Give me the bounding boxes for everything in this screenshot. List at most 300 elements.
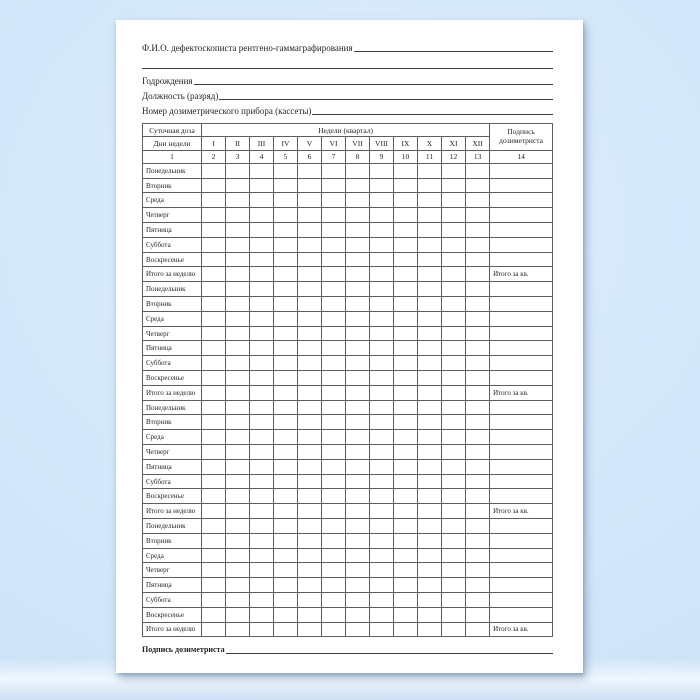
quarter-total-cell: Итого за кв.	[490, 504, 553, 519]
dose-cell	[394, 341, 418, 356]
dose-cell	[466, 622, 490, 637]
day-label-cell: Суббота	[143, 593, 202, 608]
dose-cell	[274, 415, 298, 430]
week-numeral-cell: V	[298, 137, 322, 150]
dose-cell	[274, 400, 298, 415]
dose-cell	[250, 311, 274, 326]
day-label-cell: Воскресенье	[143, 371, 202, 386]
dose-cell	[418, 622, 442, 637]
dose-cell	[346, 400, 370, 415]
day-row	[143, 223, 553, 238]
dose-cell	[418, 474, 442, 489]
day-row	[143, 430, 553, 445]
day-row	[143, 474, 553, 489]
dose-cell	[370, 356, 394, 371]
dose-cell	[418, 252, 442, 267]
dose-cell	[298, 163, 322, 178]
dose-cell	[226, 371, 250, 386]
dose-cell	[226, 178, 250, 193]
dose-cell	[394, 223, 418, 238]
dose-cell	[226, 563, 250, 578]
dose-cell	[226, 193, 250, 208]
quarter-total-cell	[490, 341, 553, 356]
dose-cell	[466, 385, 490, 400]
dose-cell	[226, 297, 250, 312]
dose-cell	[466, 430, 490, 445]
day-row	[143, 548, 553, 563]
column-number-cell: 14	[490, 150, 553, 163]
dose-cell	[274, 193, 298, 208]
daily-dose-header-cell: Суточная доза	[143, 124, 202, 137]
dose-cell	[370, 237, 394, 252]
dose-cell	[394, 371, 418, 386]
dose-cell	[322, 371, 346, 386]
dose-cell	[466, 445, 490, 460]
dose-cell	[202, 267, 226, 282]
dose-cell	[346, 267, 370, 282]
dose-cell	[250, 548, 274, 563]
fio-field	[142, 42, 553, 54]
day-label-cell: Пятница	[143, 578, 202, 593]
dose-cell	[442, 430, 466, 445]
column-number-cell: 5	[274, 150, 298, 163]
dose-cell	[298, 593, 322, 608]
day-label-cell: Суббота	[143, 237, 202, 252]
dose-cell	[298, 297, 322, 312]
dose-cell	[466, 178, 490, 193]
dose-cell	[442, 163, 466, 178]
dose-cell	[346, 533, 370, 548]
table-header	[143, 124, 553, 164]
day-label-cell: Понедельник	[143, 519, 202, 534]
day-row	[143, 282, 553, 297]
dose-cell	[418, 326, 442, 341]
dose-cell	[250, 519, 274, 534]
quarter-total-cell	[490, 208, 553, 223]
dose-cell	[202, 593, 226, 608]
dose-cell	[370, 282, 394, 297]
dose-cell	[346, 430, 370, 445]
dose-cell	[418, 341, 442, 356]
day-row	[143, 445, 553, 460]
dose-cell	[298, 252, 322, 267]
footer-signature-blank-line	[226, 653, 553, 654]
dose-cell	[418, 267, 442, 282]
dose-cell	[274, 163, 298, 178]
days-of-week-header-cell: Дни недели	[143, 137, 202, 150]
column-number-cell: 2	[202, 150, 226, 163]
day-label-cell: Четверг	[143, 563, 202, 578]
dose-cell	[346, 593, 370, 608]
dose-cell	[250, 489, 274, 504]
day-row	[143, 563, 553, 578]
dose-cell	[370, 415, 394, 430]
dose-cell	[418, 415, 442, 430]
dose-cell	[442, 548, 466, 563]
day-label-cell: Четверг	[143, 445, 202, 460]
weekly-total-label-cell: Итого за неделю	[143, 385, 202, 400]
dose-cell	[226, 533, 250, 548]
dose-cell	[202, 208, 226, 223]
dose-cell	[250, 533, 274, 548]
dose-cell	[202, 326, 226, 341]
fio-label: Ф.И.О. дефектоскописта рентгено-гаммаграфирования	[142, 43, 353, 53]
dose-cell	[418, 385, 442, 400]
dose-cell	[274, 237, 298, 252]
day-label-cell: Понедельник	[143, 163, 202, 178]
dose-cell	[298, 356, 322, 371]
dose-cell	[466, 593, 490, 608]
dose-cell	[298, 519, 322, 534]
quarter-total-cell	[490, 459, 553, 474]
dose-cell	[250, 593, 274, 608]
dose-cell	[202, 563, 226, 578]
day-row	[143, 607, 553, 622]
dose-cell	[466, 297, 490, 312]
dose-cell	[322, 593, 346, 608]
dose-cell	[442, 489, 466, 504]
dose-cell	[466, 533, 490, 548]
dose-cell	[418, 430, 442, 445]
week-numeral-cell: II	[226, 137, 250, 150]
dose-cell	[346, 504, 370, 519]
dose-cell	[442, 578, 466, 593]
dose-cell	[346, 385, 370, 400]
dose-cell	[226, 282, 250, 297]
dose-cell	[418, 178, 442, 193]
day-row	[143, 593, 553, 608]
dose-cell	[442, 593, 466, 608]
day-row	[143, 252, 553, 267]
dose-cell	[370, 163, 394, 178]
dose-cell	[250, 474, 274, 489]
dose-cell	[202, 415, 226, 430]
dose-cell	[202, 385, 226, 400]
dose-cell	[322, 297, 346, 312]
week-numeral-cell: VI	[322, 137, 346, 150]
dose-cell	[274, 474, 298, 489]
dose-cell	[442, 459, 466, 474]
dose-cell	[250, 400, 274, 415]
dose-cell	[394, 163, 418, 178]
column-number-cell: 12	[442, 150, 466, 163]
dose-cell	[226, 459, 250, 474]
weekly-total-label-cell: Итого за неделю	[143, 622, 202, 637]
dose-cell	[202, 400, 226, 415]
dose-cell	[274, 385, 298, 400]
dose-cell	[418, 400, 442, 415]
dosimetry-table	[142, 123, 553, 637]
dose-cell	[202, 311, 226, 326]
dose-cell	[394, 326, 418, 341]
dose-cell	[442, 563, 466, 578]
dose-cell	[466, 252, 490, 267]
dose-cell	[274, 459, 298, 474]
dose-cell	[466, 563, 490, 578]
dose-cell	[370, 578, 394, 593]
dose-cell	[298, 504, 322, 519]
dose-cell	[250, 578, 274, 593]
device-number-label: Номер дозиметрического прибора (кассеты)	[142, 106, 312, 116]
day-row	[143, 237, 553, 252]
quarter-total-cell	[490, 297, 553, 312]
day-row	[143, 311, 553, 326]
dose-cell	[202, 622, 226, 637]
dose-cell	[322, 430, 346, 445]
dose-cell	[394, 237, 418, 252]
dose-cell	[250, 504, 274, 519]
dose-cell	[226, 593, 250, 608]
dose-cell	[298, 208, 322, 223]
dose-cell	[346, 193, 370, 208]
dose-cell	[394, 400, 418, 415]
dose-cell	[322, 548, 346, 563]
day-label-cell: Пятница	[143, 223, 202, 238]
dose-cell	[202, 474, 226, 489]
dose-cell	[226, 341, 250, 356]
dose-cell	[250, 178, 274, 193]
dose-cell	[346, 578, 370, 593]
dose-cell	[298, 459, 322, 474]
dose-cell	[466, 400, 490, 415]
dose-cell	[466, 474, 490, 489]
column-number-cell: 13	[466, 150, 490, 163]
dose-cell	[466, 282, 490, 297]
dose-cell	[370, 533, 394, 548]
quarter-total-cell	[490, 445, 553, 460]
column-number-cell: 10	[394, 150, 418, 163]
dose-cell	[202, 223, 226, 238]
day-row	[143, 341, 553, 356]
dose-cell	[250, 607, 274, 622]
day-label-cell: Суббота	[143, 474, 202, 489]
dose-cell	[322, 178, 346, 193]
dose-cell	[346, 622, 370, 637]
day-row	[143, 178, 553, 193]
dose-cell	[202, 252, 226, 267]
dose-cell	[202, 237, 226, 252]
dose-cell	[226, 326, 250, 341]
dose-cell	[370, 208, 394, 223]
dose-cell	[322, 445, 346, 460]
dose-cell	[274, 489, 298, 504]
dose-cell	[418, 489, 442, 504]
quarter-total-cell	[490, 311, 553, 326]
dose-cell	[298, 489, 322, 504]
dose-cell	[322, 533, 346, 548]
dose-cell	[466, 193, 490, 208]
column-number-cell: 6	[298, 150, 322, 163]
dose-cell	[274, 430, 298, 445]
dose-cell	[442, 622, 466, 637]
dose-cell	[298, 326, 322, 341]
dose-cell	[394, 548, 418, 563]
dose-cell	[466, 326, 490, 341]
dose-cell	[322, 252, 346, 267]
dose-cell	[298, 533, 322, 548]
dose-cell	[346, 252, 370, 267]
day-row	[143, 163, 553, 178]
dose-cell	[370, 430, 394, 445]
day-row	[143, 193, 553, 208]
dose-cell	[346, 489, 370, 504]
weekly-total-row	[143, 267, 553, 282]
dose-cell	[370, 252, 394, 267]
dose-cell	[418, 563, 442, 578]
dose-cell	[250, 356, 274, 371]
weekly-total-label-cell: Итого за неделю	[143, 504, 202, 519]
dose-cell	[442, 445, 466, 460]
dose-cell	[370, 311, 394, 326]
dose-cell	[298, 223, 322, 238]
dose-cell	[370, 223, 394, 238]
quarter-total-cell	[490, 533, 553, 548]
day-label-cell: Понедельник	[143, 400, 202, 415]
quarter-total-cell	[490, 578, 553, 593]
dose-cell	[322, 563, 346, 578]
dose-cell	[226, 237, 250, 252]
dose-cell	[250, 622, 274, 637]
dose-cell	[250, 237, 274, 252]
dose-cell	[346, 341, 370, 356]
dose-cell	[370, 474, 394, 489]
day-label-cell: Вторник	[143, 415, 202, 430]
dose-cell	[418, 533, 442, 548]
day-label-cell: Вторник	[143, 533, 202, 548]
weekly-total-label-cell: Итого за неделю	[143, 267, 202, 282]
dose-cell	[274, 548, 298, 563]
dose-cell	[202, 533, 226, 548]
day-label-cell: Суббота	[143, 356, 202, 371]
dose-cell	[346, 208, 370, 223]
signature-column-header-cell: Подпись дозиметриста	[490, 124, 553, 151]
birth-year-field	[142, 75, 553, 87]
column-number-cell: 7	[322, 150, 346, 163]
quarter-total-cell: Итого за кв.	[490, 267, 553, 282]
day-label-cell: Среда	[143, 430, 202, 445]
dose-cell	[202, 371, 226, 386]
dose-cell	[274, 533, 298, 548]
dose-cell	[418, 445, 442, 460]
week-numeral-cell: I	[202, 137, 226, 150]
column-number-cell: 9	[370, 150, 394, 163]
dose-cell	[226, 400, 250, 415]
quarter-total-cell	[490, 593, 553, 608]
dose-cell	[226, 430, 250, 445]
dose-cell	[322, 341, 346, 356]
dose-cell	[346, 459, 370, 474]
day-row	[143, 208, 553, 223]
quarter-total-cell	[490, 474, 553, 489]
dose-cell	[466, 578, 490, 593]
dose-cell	[298, 607, 322, 622]
dose-cell	[298, 267, 322, 282]
dose-cell	[322, 267, 346, 282]
dose-cell	[370, 504, 394, 519]
dose-cell	[346, 548, 370, 563]
dose-cell	[370, 400, 394, 415]
dose-cell	[370, 193, 394, 208]
dose-cell	[322, 578, 346, 593]
dose-cell	[226, 267, 250, 282]
dose-cell	[370, 267, 394, 282]
dose-cell	[442, 297, 466, 312]
dose-cell	[298, 445, 322, 460]
device-number-field	[142, 105, 553, 117]
form-page	[116, 20, 583, 673]
dose-cell	[250, 208, 274, 223]
day-label-cell: Среда	[143, 311, 202, 326]
week-numeral-cell: IV	[274, 137, 298, 150]
dose-cell	[442, 311, 466, 326]
dose-cell	[466, 208, 490, 223]
dose-cell	[394, 593, 418, 608]
dose-cell	[370, 385, 394, 400]
dose-cell	[322, 326, 346, 341]
quarter-total-cell	[490, 607, 553, 622]
column-number-cell: 4	[250, 150, 274, 163]
dose-cell	[394, 474, 418, 489]
dose-cell	[442, 267, 466, 282]
dose-cell	[274, 519, 298, 534]
dose-cell	[274, 504, 298, 519]
dose-cell	[394, 519, 418, 534]
day-label-cell: Пятница	[143, 341, 202, 356]
dose-cell	[274, 356, 298, 371]
dose-cell	[394, 267, 418, 282]
dose-cell	[298, 578, 322, 593]
dose-cell	[202, 519, 226, 534]
dose-cell	[418, 193, 442, 208]
day-row	[143, 578, 553, 593]
dose-cell	[226, 489, 250, 504]
dose-cell	[250, 282, 274, 297]
dose-cell	[370, 445, 394, 460]
dose-cell	[298, 178, 322, 193]
dose-cell	[466, 267, 490, 282]
day-label-cell: Воскресенье	[143, 607, 202, 622]
dose-cell	[370, 548, 394, 563]
dose-cell	[394, 193, 418, 208]
dose-cell	[250, 223, 274, 238]
day-row	[143, 459, 553, 474]
dose-cell	[442, 356, 466, 371]
quarter-total-cell	[490, 163, 553, 178]
weeks-quarter-header-cell: Недели (квартал)	[202, 124, 490, 137]
dose-cell	[250, 297, 274, 312]
dose-cell	[322, 208, 346, 223]
day-label-cell: Вторник	[143, 178, 202, 193]
dose-cell	[202, 607, 226, 622]
dose-cell	[466, 489, 490, 504]
dose-cell	[298, 400, 322, 415]
week-numeral-cell: VII	[346, 137, 370, 150]
dose-cell	[394, 297, 418, 312]
dose-cell	[322, 415, 346, 430]
dose-cell	[394, 578, 418, 593]
day-row	[143, 371, 553, 386]
dose-cell	[370, 622, 394, 637]
dose-cell	[394, 504, 418, 519]
dose-cell	[466, 519, 490, 534]
dose-cell	[442, 415, 466, 430]
dose-cell	[250, 252, 274, 267]
dose-cell	[466, 371, 490, 386]
dose-cell	[250, 267, 274, 282]
week-numeral-cell: VIII	[370, 137, 394, 150]
quarter-total-cell	[490, 237, 553, 252]
day-label-cell: Среда	[143, 193, 202, 208]
